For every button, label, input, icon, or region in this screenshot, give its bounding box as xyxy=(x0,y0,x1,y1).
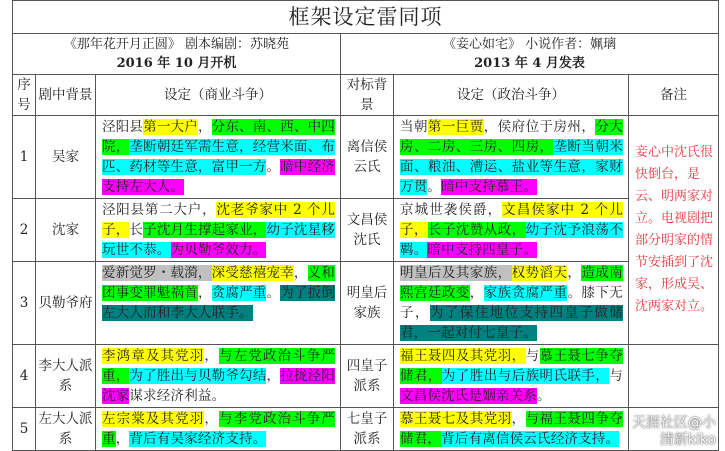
highlight-cyan: 家族贪腐严重 xyxy=(483,285,568,301)
left-source-date: 2016 年 10 月开机 xyxy=(116,56,237,71)
table-row xyxy=(13,408,719,451)
right-setting-cell xyxy=(394,262,629,345)
remark-cell-empty xyxy=(629,345,719,408)
highlight-teal: 为了扳倒左大人而和李大人联手。 xyxy=(102,285,336,321)
highlight-magenta: 拉拢泾阳沈家 xyxy=(102,368,336,404)
highlight-yellow: 李鸿章及其党羽 xyxy=(102,348,205,364)
remark-cell: 妾心中沈氏很快倒台，是云、明两家对立。电视剧把部分明家的情节安插到了沈家，形成吴、沈两家对立。 xyxy=(629,116,719,345)
highlight-magenta: 暗中经济支持左大人。 xyxy=(102,159,336,195)
highlight-cyan: 幼子沈星移玩世不恭。 xyxy=(102,222,336,258)
table-row xyxy=(13,262,719,345)
text-segment: 谋求经济利益。 xyxy=(129,388,226,404)
table-row xyxy=(13,116,719,199)
highlight-cyan: 幼子沈予浪荡不羁。 xyxy=(400,222,623,258)
header-remark: 备注 xyxy=(629,75,719,116)
left-source-title: 《那年花开月正圆》 剧本编剧：苏晓苑 xyxy=(63,37,290,52)
highlight-gray: 爱新觉罗・载漪， xyxy=(102,265,212,281)
highlight-green: 与左党政治斗争严重， xyxy=(102,348,335,384)
text-segment: ， xyxy=(204,348,219,364)
text-segment: ， xyxy=(115,431,130,447)
highlight-green: 分东、南、西、中四院， xyxy=(102,119,336,155)
highlight-magenta: 为贝勒爷效力。 xyxy=(170,242,267,258)
text-segment: 长 xyxy=(129,222,144,238)
right-source-title: 《妾心如宅》 小说作者：姵璃 xyxy=(442,37,617,52)
text-segment: 泾阳县 xyxy=(102,119,144,135)
text-segment: ， xyxy=(204,411,219,427)
text-segment: ， xyxy=(293,265,308,281)
highlight-green: 子沈月生撑起家业， xyxy=(143,222,267,238)
left-setting-cell xyxy=(96,262,341,345)
table-row xyxy=(13,199,719,262)
right-setting-cell xyxy=(394,199,629,262)
text-segment: 当朝 xyxy=(400,119,428,135)
highlight-magenta: 暗中支持四皇子。 xyxy=(427,242,538,258)
highlight-cyan: 垄断当朝米面、粮油、漕运、盐业等生意，家财万贯 xyxy=(400,139,623,195)
text-segment: 。 xyxy=(427,179,442,195)
text-segment: 泾阳县第二大户， xyxy=(102,202,217,218)
row-background: 贝勒爷府 xyxy=(36,262,96,345)
row-background: 李大人派系 xyxy=(36,345,96,408)
header-target-bg: 对标背景 xyxy=(341,75,394,116)
highlight-green: 与福王聂四争夺储君， xyxy=(400,411,623,447)
row-background: 吴家 xyxy=(36,116,96,199)
left-setting-cell xyxy=(96,345,341,408)
highlight-green: 义和团事变罪魁祸首 xyxy=(102,265,335,301)
highlight-gray: 明皇后及其家族， xyxy=(400,265,512,281)
target-background: 七皇子派系 xyxy=(341,408,394,451)
highlight-yellow: 沈老爷家中 2 个儿子， xyxy=(102,202,335,238)
highlight-green: 长子沈赞从政， xyxy=(427,222,526,238)
text-segment: 。膝下无子， xyxy=(400,285,623,321)
right-setting-cell xyxy=(394,116,629,199)
target-background: 文昌侯沈氏 xyxy=(341,199,394,262)
left-source-info xyxy=(13,34,341,75)
highlight-cyan: 垄断朝廷军需生意，经营米面、布匹、药材等生意，富甲一方 xyxy=(102,139,336,175)
highlight-yellow: 权势滔天 xyxy=(511,265,568,281)
row-number: 1 xyxy=(13,116,36,199)
highlight-yellow: 深受慈禧宠幸 xyxy=(211,265,294,281)
highlight-yellow: 左宗棠及其党羽 xyxy=(102,411,205,427)
highlight-green: 与李党政治斗争严重 xyxy=(102,411,335,447)
left-setting-cell xyxy=(96,408,341,451)
left-setting-cell xyxy=(96,116,341,199)
header-setting-right: 设定（政治斗争） xyxy=(394,75,629,116)
text-segment: 。 xyxy=(537,388,551,404)
header-setting-left: 设定（商业斗争） xyxy=(96,75,341,116)
highlight-cyan: 贪腐严重 xyxy=(211,285,267,301)
text-segment: ， xyxy=(266,368,281,384)
text-segment: 与 xyxy=(609,368,623,384)
row-background: 左大人派系 xyxy=(36,408,96,451)
right-setting-cell xyxy=(394,345,629,408)
row-number: 3 xyxy=(13,262,36,345)
highlight-yellow: 第一大户 xyxy=(143,119,198,135)
target-background: 离信侯云氏 xyxy=(341,116,394,199)
highlight-magenta: 文昌侯沈氏是姻亲关系 xyxy=(400,388,537,404)
right-source-date: 2013 年 4 月发表 xyxy=(474,56,585,71)
highlight-cyan: 为了胜出与后族明氏联手， xyxy=(441,368,610,384)
text-segment: 京城世袭侯爵， xyxy=(400,202,503,218)
highlight-green: 造成南熙宫廷政变 xyxy=(400,265,623,301)
text-segment: ， xyxy=(567,265,582,281)
highlight-green: 慕王聂七争夺储君， xyxy=(400,348,623,384)
left-setting-cell xyxy=(96,199,341,262)
highlight-cyan: 背后有离信侯云氏经济支持。 xyxy=(441,431,620,447)
table-row xyxy=(13,345,719,408)
text-segment: 。 xyxy=(266,159,281,175)
header-no: 序号 xyxy=(13,75,36,116)
highlight-yellow: 第一巨贾 xyxy=(427,119,484,135)
remark-cell-watermark xyxy=(629,408,719,451)
text-segment: ，侯府位于房州， xyxy=(483,119,596,135)
text-segment: 与 xyxy=(525,348,540,364)
watermark: 天涯社区@小清新kiko xyxy=(632,415,717,448)
highlight-cyan: 背后有吴家经济支持。 xyxy=(129,431,267,447)
row-number: 5 xyxy=(13,408,36,451)
highlight-yellow: 文昌侯家中 2 个儿子， xyxy=(400,202,624,238)
text-segment: 。 xyxy=(266,285,281,301)
right-source-info xyxy=(341,34,719,75)
row-number: 4 xyxy=(13,345,36,408)
highlight-yellow: 慕王聂七及其党羽 xyxy=(400,411,512,427)
right-setting-cell xyxy=(394,408,629,451)
row-number: 2 xyxy=(13,199,36,262)
text-segment: ， xyxy=(197,285,212,301)
target-background: 明皇后家族 xyxy=(341,262,394,345)
highlight-teal: 为了保住地位支持四皇子做储君，一起对付七皇子。 xyxy=(400,305,623,341)
header-bg: 剧中背景 xyxy=(36,75,96,116)
document-title: 框架设定雷同项 xyxy=(13,1,719,34)
comparison-table xyxy=(12,0,719,451)
target-background: 四皇子派系 xyxy=(341,345,394,408)
highlight-yellow: 福王聂四及其党羽， xyxy=(400,348,526,364)
text-segment: ， xyxy=(469,285,484,301)
text-segment: ， xyxy=(197,119,212,135)
highlight-green: 分大房、二房、三房、四房， xyxy=(400,119,623,155)
row-background: 沈家 xyxy=(36,199,96,262)
text-segment: ， xyxy=(511,411,526,427)
highlight-magenta: 暗中支持慕王。 xyxy=(441,179,538,195)
highlight-cyan: 为了胜出与贝勒爷勾结 xyxy=(129,368,267,384)
